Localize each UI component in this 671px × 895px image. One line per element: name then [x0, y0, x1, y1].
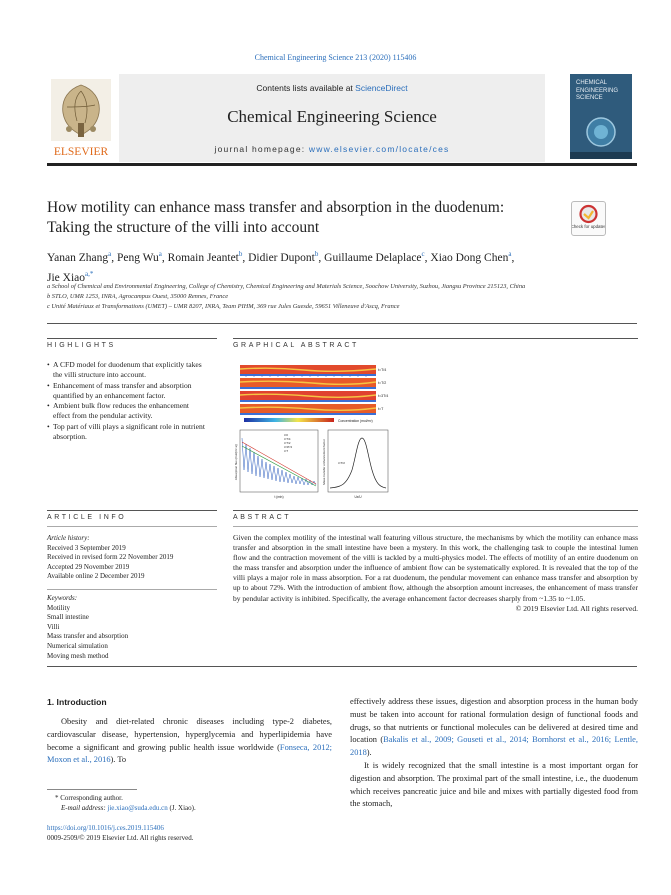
- flux-chart-frame: [240, 430, 318, 492]
- cover-title: CHEMICAL ENGINEERING SCIENCE: [576, 80, 619, 101]
- highlight-item: • A CFD model for duodenum that explicitly takes the villi structure into account.: [53, 360, 205, 381]
- affiliations: [47, 282, 647, 312]
- highlights-list: [47, 360, 205, 442]
- article-info-subrule: [47, 526, 217, 527]
- footnote-rule: [47, 789, 137, 790]
- flux-x-label: t (min): [274, 495, 284, 499]
- history-label: Article history:: [47, 534, 90, 542]
- elsevier-logo[interactable]: [47, 77, 115, 160]
- email-line: E-mail address: jie.xiao@suda.edu.cn (J. Xiao).: [61, 803, 196, 812]
- enhancement-axis-label: Mass transfer enhancement factor: [322, 439, 326, 485]
- article-info-heading: ARTICLE INFO: [47, 514, 127, 521]
- abstract-bottom-rule: [47, 666, 637, 667]
- highlights-heading: HIGHLIGHTS: [47, 342, 116, 349]
- history-item: Available online 2 December 2019: [47, 572, 145, 581]
- publisher-name: ELSEVIER: [53, 146, 109, 158]
- enhancement-annotation: t=T/2: [338, 461, 345, 465]
- intro-paragraph: Obesity and diet-related chronic diseases including type-2 diabetes, cardiovascular disease, hypertension, hyperglycemia and hyperlipidemia have become a significant and growing public health issue worldwide (Fonseca, 2012; Moxon et al., 2016). To: [47, 717, 332, 765]
- graphical-abstract-figure[interactable]: [232, 360, 392, 500]
- abstract-heading: ABSTRACT: [233, 514, 292, 521]
- abstract-copyright: © 2019 Elsevier Ltd. All rights reserved.: [515, 603, 638, 613]
- intro-right-column: [350, 696, 638, 811]
- keyword: Numerical simulation: [47, 641, 108, 650]
- author[interactable]: Romain Jeantet$^b$: [167, 250, 243, 264]
- issn-line: 0009-2509/© 2019 Elsevier Ltd. All rights reserved.: [47, 833, 194, 842]
- homepage-link[interactable]: www.elsevier.com/locate/ces: [308, 144, 450, 154]
- history-item: Received in revised form 22 November 2019: [47, 553, 174, 562]
- legend-entry: t=3T/4: [284, 445, 293, 449]
- strip-label: t=T/4: [378, 368, 387, 372]
- colorbar: [244, 418, 334, 422]
- strip-label: t=3T/4: [378, 394, 389, 398]
- keyword: Villi: [47, 622, 60, 631]
- intro-paragraph: It is widely recognized that the small intestine is a most important organ for digestion and absorption. The proximal part of the small intestine, i.e., the duodenum which receives pancreatic juice and bile and mixes with partially digested food from the stomach,: [350, 760, 638, 809]
- author[interactable]: Guillaume Delaplace$^c$: [324, 250, 425, 264]
- strip-label: t=T/2: [378, 381, 387, 385]
- abstract-subrule: [233, 526, 638, 527]
- page-footer: [47, 824, 337, 843]
- concentration-strips: [240, 365, 376, 415]
- legend-entry: t=T/2: [284, 441, 291, 445]
- journal-title: Chemical Engineering Science: [227, 107, 437, 126]
- check-updates-label: Check for updates: [572, 224, 605, 229]
- enhancement-x-label: Ux/U: [354, 495, 362, 499]
- author[interactable]: Jie Xiao$^{a,*}$: [47, 269, 94, 284]
- history-item: Received 3 September 2019: [47, 543, 126, 552]
- sciencedirect-link[interactable]: ScienceDirect: [355, 83, 408, 93]
- article-info: [47, 534, 217, 661]
- journal-header: [47, 74, 637, 162]
- keyword: Small intestine: [47, 613, 89, 622]
- author[interactable]: Yanan Zhang$^a$: [47, 250, 112, 264]
- affiliation: b STLO, UMR 1253, INRA, Agrocampus Ouest, 35000 Rennes, France: [47, 293, 229, 300]
- legend-entry: t=T/4: [284, 437, 291, 441]
- colorbar-label: Concentration (mol/m³): [338, 419, 373, 423]
- journal-banner: [119, 74, 545, 162]
- article-info-rule: [47, 510, 217, 511]
- corresponding-author-note: * Corresponding author.: [55, 794, 123, 802]
- graphical-abstract-rule: [233, 338, 638, 339]
- legend-entry: t=T: [284, 449, 289, 453]
- journal-homepage: journal homepage: www.elsevier.com/locate/ces: [214, 144, 450, 154]
- doi-link[interactable]: https://doi.org/10.1016/j.ces.2019.115406: [47, 824, 164, 832]
- author[interactable]: Peng Wu$^a$: [116, 250, 162, 264]
- affiliation-rule: [47, 323, 637, 324]
- history-item: Accepted 29 November 2019: [47, 562, 130, 571]
- abstract-body: Given the complex motility of the intestinal wall featuring villous structure, the mechanisms by which the motility can enhance mass transfer and absorption in the small intestine have been a mystery. In this work, the challenging task to couple the intestinal lumen flow and the contraction movement of the villi is tackled by a multi-physics model. The effects of motility of an entire duodenum on the mass transfer and absorption under the influence of ambient flow can be systematically explored. It is revealed that the top of the villi plays a major role in mass absorption. For a rat duodenum, the pendular movement can enhance mass transfer and absorption by up to about 72%. With the introduction of ambient flow, although the absorption amount increases, the enhancement of mass transfer by pendular activity is inhibited. Specifically, the average enhancement factor decreases sharply from ~1.35 to ~1.05. © 2019 Elsevier Ltd. All rights reserved.: [233, 533, 638, 613]
- keyword: Motility: [47, 603, 70, 612]
- author-list: Yanan Zhang$^a$, Peng Wu$^a$, Romain Jeantet$^b$, Didier Dupont$^b$, Guillaume Delaplace$^c$, Xiao Dong Chen$^a$, Jie Xiao$^{a,*}$: [47, 250, 515, 284]
- affiliation: c Unité Matériaux et Transformations (UMET) – UMR 8207, INRA, Team PIHM, 369 rue Jules Guesde, 59651 Villeneuve d'Ascq, France: [47, 303, 400, 310]
- journal-reference[interactable]: Chemical Engineering Science 213 (2020) 115406: [254, 53, 417, 62]
- citation-link[interactable]: Bakalis et al., 2009; Gouseti et al., 2014; Bornhorst et al., 2016; Lentle, 2018: [350, 735, 638, 758]
- intro-left-column: [47, 716, 332, 767]
- legend-entry: t=0: [284, 433, 288, 437]
- journal-cover[interactable]: [570, 74, 632, 159]
- highlight-item: • Top part of villi plays a significant role in nutrient absorption.: [53, 422, 205, 443]
- footnote: [47, 794, 337, 813]
- citation-link[interactable]: Fonseca, 2012; Moxon et al., 2016: [47, 742, 332, 765]
- highlight-item: • Ambient bulk flow reduces the enhancement effect from the pendular activity.: [53, 401, 205, 422]
- keywords-rule: [47, 589, 217, 590]
- keyword: Mass transfer and absorption: [47, 632, 129, 641]
- author[interactable]: Xiao Dong Chen$^a$: [430, 250, 512, 264]
- email-link[interactable]: jie.xiao@suda.edu.cn: [107, 803, 168, 812]
- check-for-updates-button[interactable]: [571, 201, 606, 236]
- highlight-item: • Enhancement of mass transfer and absorption quantified by an enhancement factor.: [53, 381, 205, 402]
- header-rule: [47, 163, 637, 166]
- contents-line: Contents lists available at ScienceDirect: [256, 83, 408, 93]
- strip-label: t=T: [378, 407, 384, 411]
- article-title: How motility can enhance mass transfer and absorption in the duodenum: Taking the structure of the villi into account: [47, 199, 505, 236]
- highlights-rule: [47, 338, 217, 339]
- affiliation: a School of Chemical and Environmental Engineering, College of Chemistry, Chemical Engineering and Materials Science, Soochow University, Suzhou, Jiangsu Province 215123, China: [47, 283, 526, 290]
- abstract-rule: [233, 510, 638, 511]
- author[interactable]: Didier Dupont$^b$: [248, 250, 319, 264]
- flux-axis-label: Absorption flux (mol/(m²·s)): [234, 443, 238, 481]
- section-heading: 1. Introduction: [47, 697, 107, 707]
- graphical-abstract-heading: GRAPHICAL ABSTRACT: [233, 342, 359, 349]
- keyword: Moving mesh method: [47, 651, 109, 660]
- enhancement-chart-frame: [328, 430, 388, 492]
- keywords-label: Keywords:: [47, 593, 78, 602]
- intro-paragraph: effectively address these issues, digestion and absorption process in the human body must be taken into account for rational formulation design of functional foods and drugs, so that nutrients or functional molecules can be delivered at desired time and location (Bakalis et al., 2009; Gouseti et al., 2014; Bornhorst et al., 2016; Lentle, 2018).: [350, 697, 638, 758]
